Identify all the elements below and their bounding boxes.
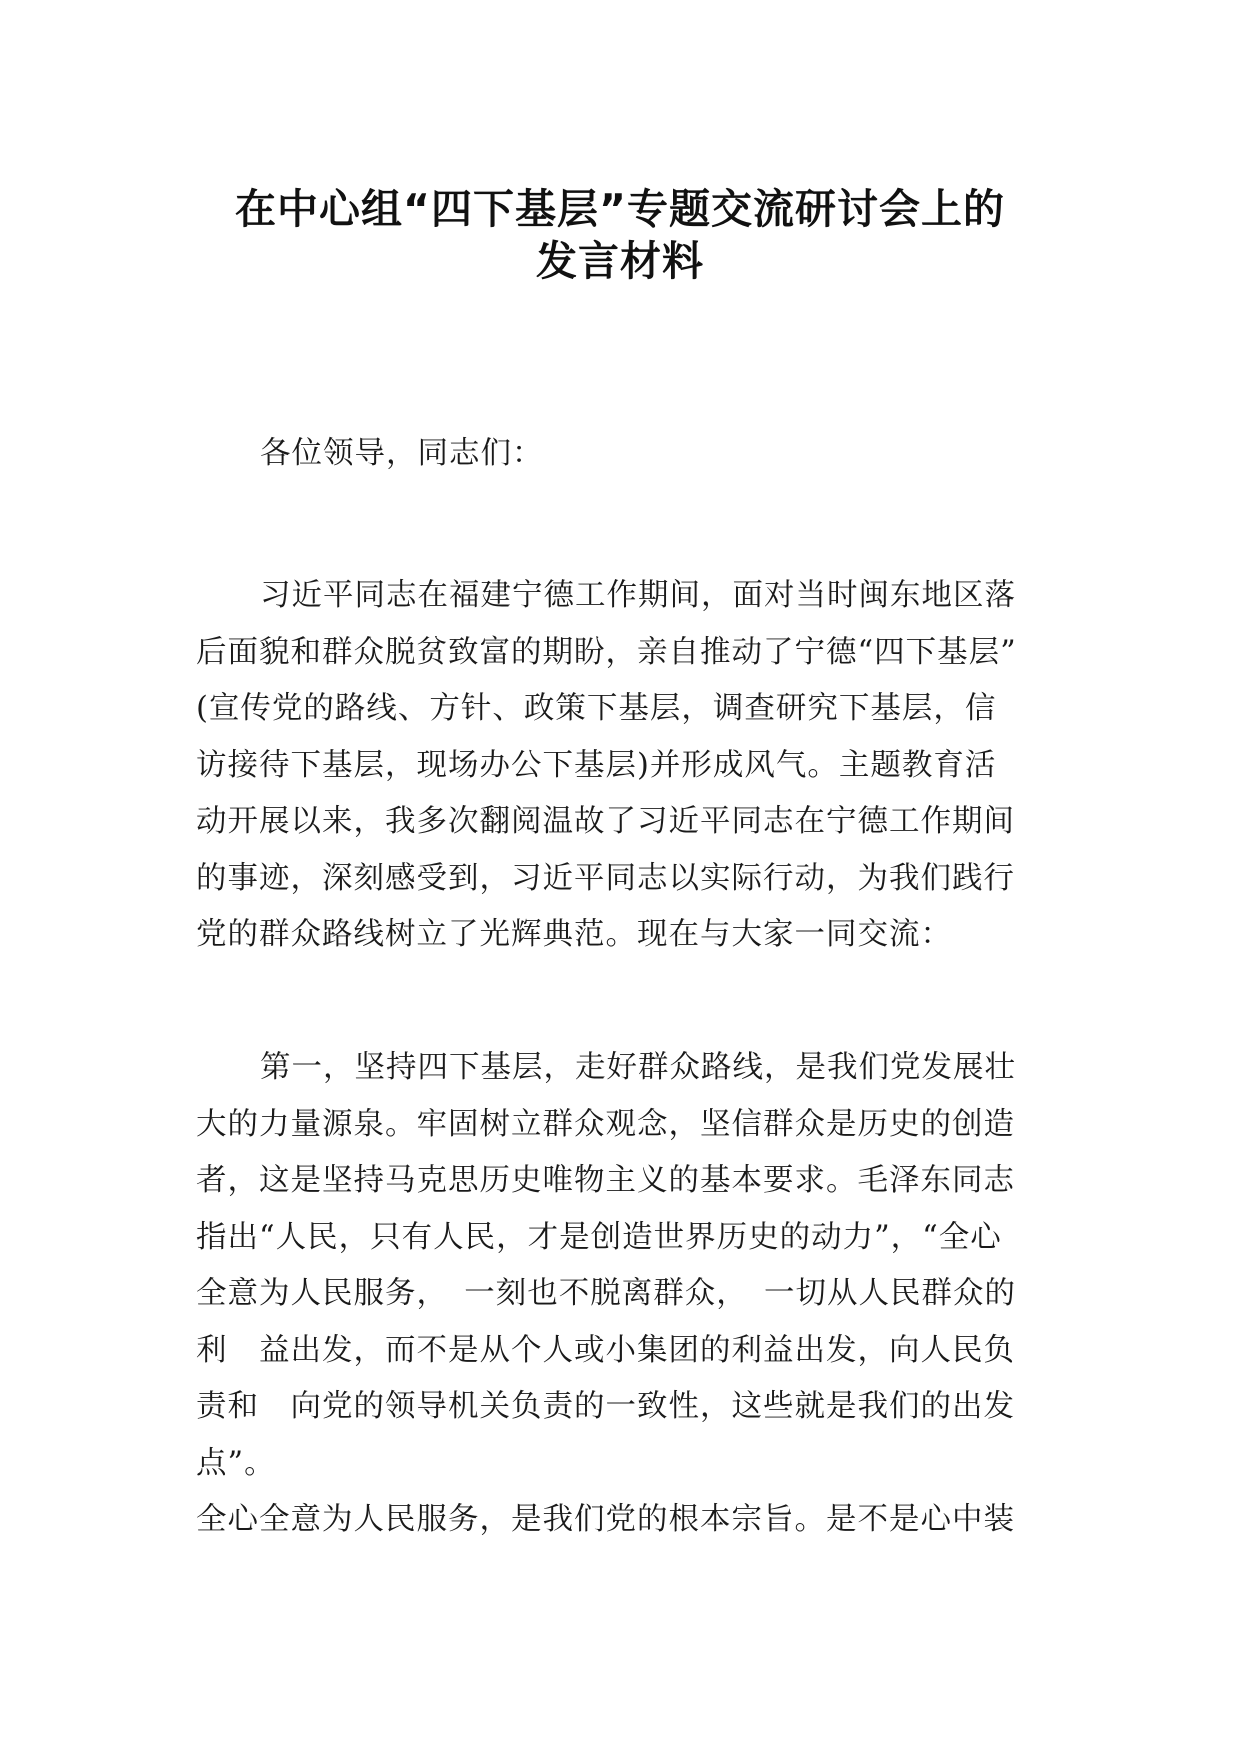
paragraph-2-line: 全心全意为人民服务，是我们党的根本宗旨。是不是心中装 (196, 1502, 1015, 1537)
paragraph-2-line: 点”。 (196, 1445, 276, 1481)
paragraph-2-line: 第一，坚持四下基层，走好群众路线，是我们党发展壮 (260, 1050, 1016, 1085)
document-title-line-1: 在中心组“四下基层”专题交流研讨会上的 (235, 185, 1005, 233)
salutation-text: 各位领导，同志们： (260, 436, 544, 471)
paragraph-2-line: 者，这是坚持马克思历史唯物主义的基本要求。毛泽东同志 (196, 1163, 1015, 1198)
salutation (196, 426, 1056, 483)
paragraph-1-line: 访接待下基层，现场办公下基层)并形成风气。主题教育活 (196, 747, 997, 783)
paragraph-2-line: 大的力量源泉。牢固树立群众观念，坚信群众是历史的创造 (196, 1106, 1015, 1142)
paragraph-1-line: 党的群众路线树立了光辉典范。现在与大家一同交流： (196, 917, 952, 952)
paragraph-1-line: (宣传党的路线、方针、政策下基层，调查研究下基层，信 (196, 691, 997, 726)
document-title-line-2: 发言材料 (536, 237, 704, 285)
paragraph-1-line: 的事迹，深刻感受到，习近平同志以实际行动，为我们践行 (196, 860, 1015, 896)
paragraph-2 (196, 1040, 1056, 1549)
paragraph-1-line: 动开展以来，我多次翻阅温故了习近平同志在宁德工作期间 (196, 804, 1015, 839)
paragraph-2-line: 责和 向党的领导机关负责的一致性，这些就是我们的出发 (196, 1389, 1015, 1424)
paragraph-2-line: 全意为人民服务， 一刻也不脱离群众， 一切从人民群众的 (196, 1276, 1016, 1311)
paragraph-1 (196, 568, 1056, 964)
paragraph-2-line: 指出“人民，只有人民，才是创造世界历史的动力”，“全心 (196, 1219, 1002, 1255)
paragraph-1-line: 后面貌和群众脱贫致富的期盼，亲自推动了宁德“四下基层” (196, 634, 1017, 670)
paragraph-2-line: 利 益出发，而不是从个人或小集团的利益出发，向人民负 (196, 1332, 1015, 1368)
paragraph-1-line: 习近平同志在福建宁德工作期间，面对当时闽东地区落 (260, 578, 1016, 613)
